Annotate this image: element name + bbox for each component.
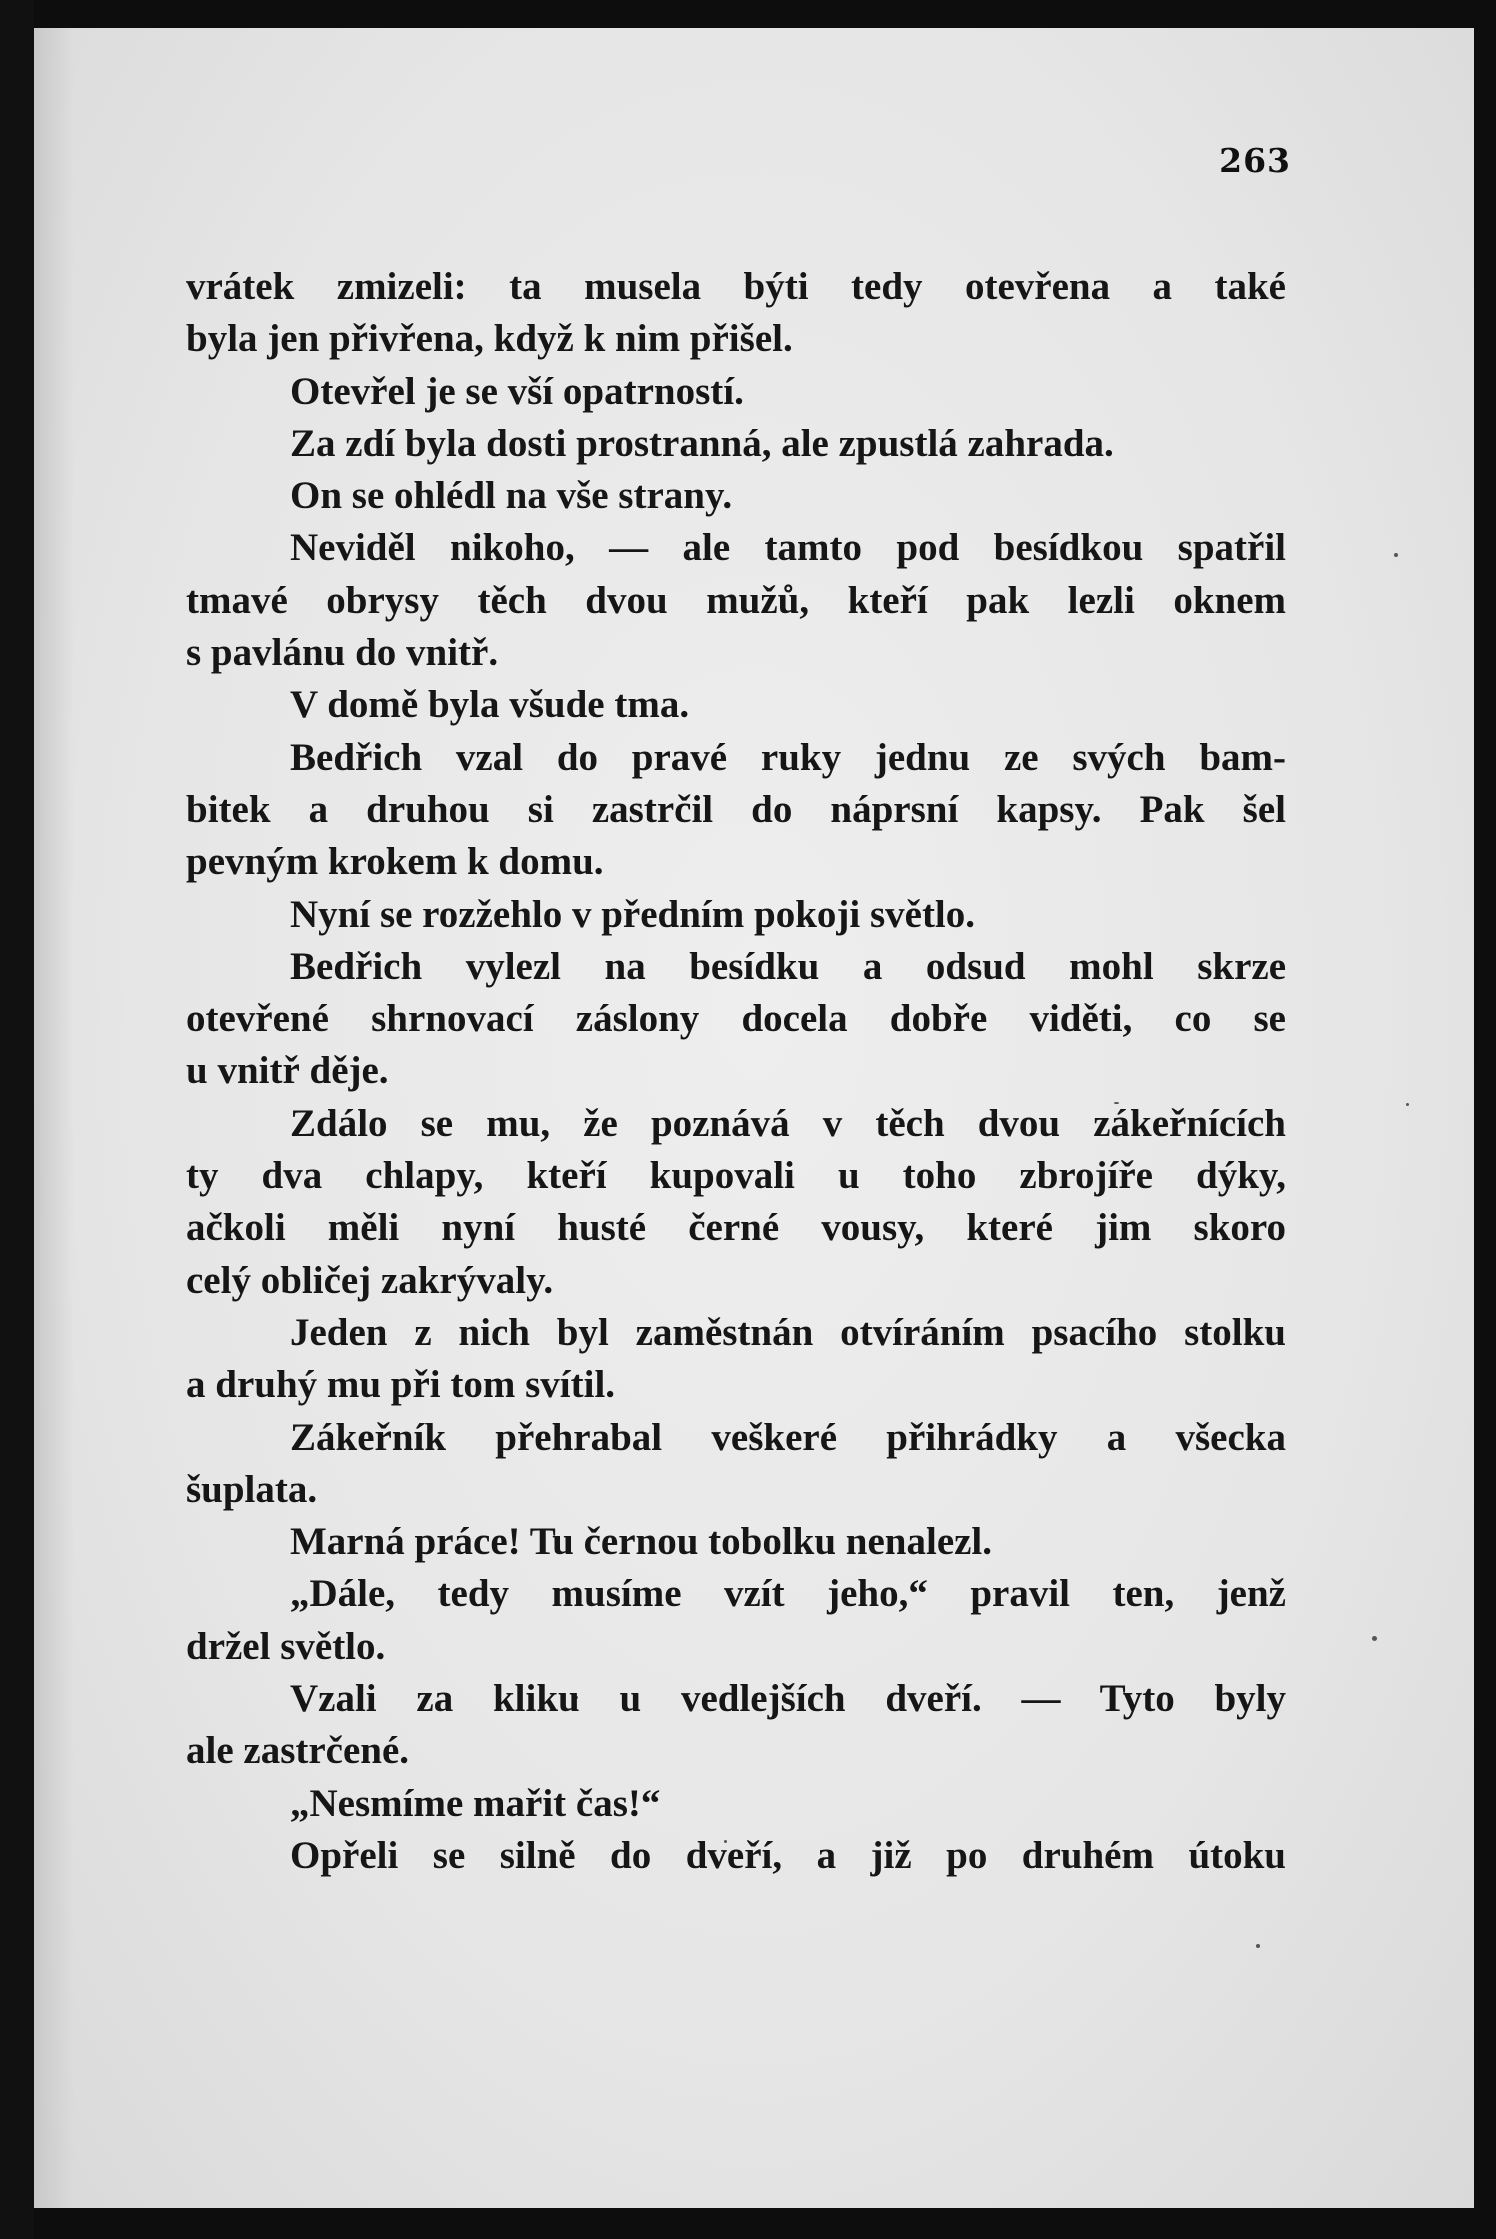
text-line: ale zastrčené.	[186, 1729, 410, 1773]
text-line: držel světlo.	[186, 1624, 386, 1668]
page-number: 263	[1219, 141, 1291, 180]
text-line: Bedřich vylezl na besídku a odsud mohl skrze	[290, 944, 1286, 988]
text-line: Opřeli se silně do dveří, a již po druhém útoku	[290, 1833, 1286, 1877]
text-line: byla jen přivřena, když k nim přišel.	[186, 317, 793, 361]
text-line: Otevřel je se vší opatrností.	[290, 369, 744, 413]
text-line: a druhý mu při tom svítil.	[186, 1363, 616, 1407]
text-line: Neviděl nikoho, — ale tamto pod besídkou spatřil	[290, 526, 1286, 570]
text-line: celý obličej zakrývaly.	[186, 1258, 554, 1302]
text-line: ačkoli měli nyní husté černé vousy, které jim skoro	[186, 1206, 1286, 1250]
text-line: šuplata.	[186, 1467, 318, 1511]
text-line: „Dále, tedy musíme vzít jeho,“ pravil ten, jenž	[290, 1572, 1286, 1616]
page-binding-edge	[0, 0, 34, 2239]
text-line: Bedřich vzal do pravé ruky jednu ze svých bam-	[290, 735, 1286, 779]
text-line: „Nesmíme mařit čas!“	[290, 1781, 661, 1825]
text-line: ty dva chlapy, kteří kupovali u toho zbrojíře dýky,	[186, 1154, 1286, 1198]
text-line: bitek a druhou si zastrčil do náprsní kapsy. Pak šel	[186, 787, 1286, 831]
text-line: Vzali za kliku u vedlejších dveří. — Tyto byly	[290, 1677, 1286, 1721]
text-line: Marná práce! Tu černou tobolku nenalezl.	[290, 1520, 993, 1564]
text-line: vrátek zmizeli: ta musela býti tedy otevřena a také	[186, 265, 1286, 308]
body-text	[186, 261, 1286, 1882]
text-line: tmavé obrysy těch dvou mužů, kteří pak lezli oknem	[186, 578, 1286, 622]
text-line: V domě byla všude tma.	[290, 683, 690, 727]
text-line: On se ohlédl na vše strany.	[290, 474, 733, 518]
text-line: s pavlánu do vnitř.	[186, 631, 499, 675]
text-line: Nyní se rozžehlo v předním pokoji světlo.	[290, 892, 976, 936]
text-line: u vnitř děje.	[186, 1049, 389, 1093]
text-line: Za zdí byla dosti prostranná, ale zpustlá zahrada.	[290, 421, 1114, 465]
text-line: Jeden z nich byl zaměstnán otvíráním psacího stolku	[290, 1310, 1286, 1354]
text-line: Zdálo se mu, že poznává v těch dvou zákeřnících	[290, 1101, 1286, 1145]
text-line: otevřené shrnovací záslony docela dobře viděti, co se	[186, 997, 1286, 1041]
text-line: pevným krokem k domu.	[186, 840, 604, 884]
text-line: Zákeřník přehrabal veškeré přihrádky a všecka	[290, 1415, 1286, 1459]
